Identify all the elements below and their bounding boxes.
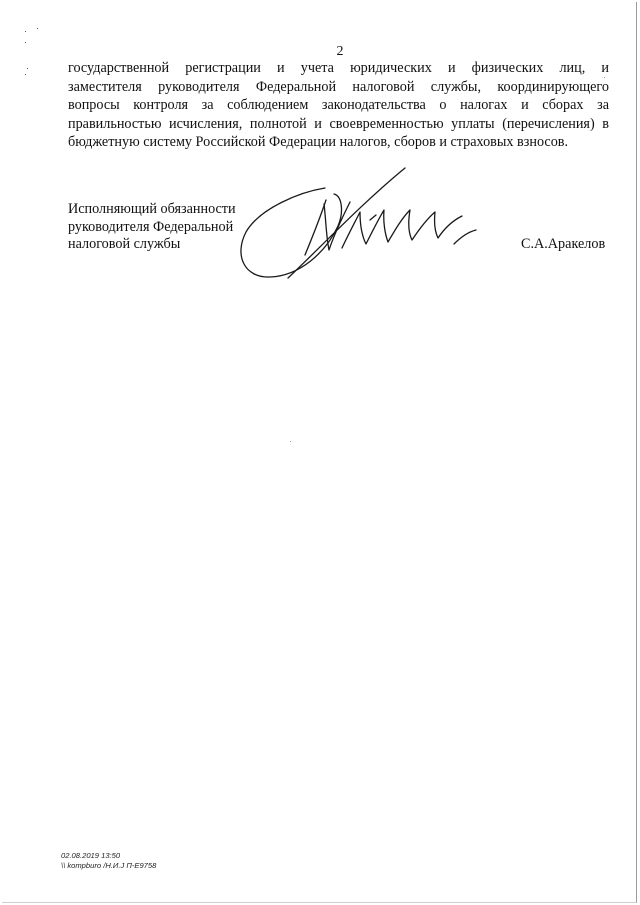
stamp-reference: \\ kompburo /Н.И.Ј П-Е9758 <box>61 861 157 870</box>
page-number: 2 <box>336 44 344 59</box>
scan-speck: · <box>24 37 27 47</box>
print-stamp <box>61 851 156 871</box>
signatory-name: С.А.Аракелов <box>521 236 606 252</box>
stamp-datetime: 02.08.2019 13:50 <box>61 851 121 860</box>
scan-speck: · <box>24 69 27 79</box>
body-line: государственной регистрации и учета юридических и физических лиц, и <box>68 60 609 76</box>
body-line: правильностью исчисления, полнотой и своевременностью уплаты (перечисления) в <box>68 115 609 132</box>
body-line: вопросы контроля за соблюдением законодательства о налогах и сборах за <box>68 97 609 113</box>
body-line: бюджетную систему Российской Федерации налогов, сборов и страховых взносов. <box>68 134 569 150</box>
signatory-title-line: налоговой службы <box>68 236 181 252</box>
signatory-title-line: Исполняющий обязанности <box>68 201 236 217</box>
signatory-title-line: руководителя Федеральной <box>68 218 234 235</box>
signatory-title <box>68 201 236 254</box>
body-line: заместителя руководителя Федеральной налоговой службы, координирующего <box>68 78 609 95</box>
body-paragraph <box>68 59 609 152</box>
scan-speck <box>290 441 291 442</box>
scan-speck: · <box>24 26 27 36</box>
scan-speck: · <box>26 63 29 73</box>
scan-speck: · <box>36 23 39 33</box>
handwritten-signature <box>230 160 500 290</box>
